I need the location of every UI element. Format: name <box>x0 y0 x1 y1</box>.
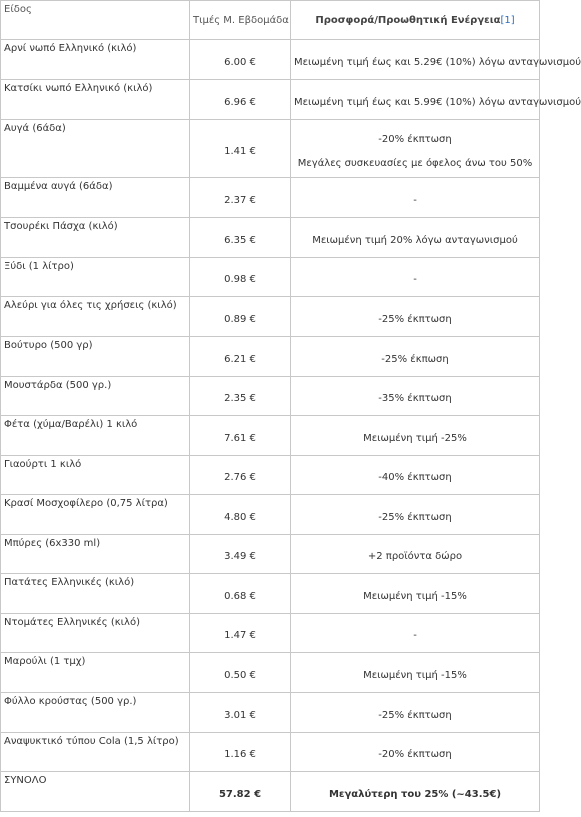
cell-price: 0.98 € <box>190 258 291 297</box>
cell-offer <box>291 733 540 772</box>
table-row <box>1 416 540 456</box>
cell-price: 2.35 € <box>190 377 291 416</box>
cell-offer <box>291 377 540 416</box>
table-row <box>1 495 540 535</box>
cell-item: Κατσίκι νωπό Ελληνικό (κιλό) <box>1 80 190 120</box>
cell-price: 1.41 € <box>190 120 291 178</box>
cell-item: Κρασί Μοσχοφίλερο (0,75 λίτρα) <box>1 495 190 535</box>
cell-offer <box>291 120 540 178</box>
cell-item: Αναψυκτικό τύπου Cola (1,5 λίτρο) <box>1 733 190 772</box>
table-row <box>1 337 540 377</box>
cell-price: 6.00 € <box>190 40 291 80</box>
cell-price: 4.80 € <box>190 495 291 535</box>
cell-item: Βούτυρο (500 γρ) <box>1 337 190 377</box>
cell-price: 6.35 € <box>190 218 291 258</box>
header-row <box>1 1 540 40</box>
total-row <box>1 772 540 812</box>
cell-offer <box>291 574 540 614</box>
cell-price: 0.89 € <box>190 297 291 337</box>
cell-offer <box>291 416 540 456</box>
table-row <box>1 653 540 693</box>
table-row <box>1 574 540 614</box>
cell-offer <box>291 297 540 337</box>
table-row <box>1 258 540 297</box>
header-price: Τιμές Μ. Εβδομάδα <box>190 1 291 40</box>
cell-item: Μπύρες (6x330 ml) <box>1 535 190 574</box>
offer-text: - <box>413 274 417 285</box>
cell-price: 2.76 € <box>190 456 291 495</box>
offer-text: -20% έκπτωση <box>378 749 452 760</box>
table-row <box>1 40 540 80</box>
offer-text-secondary: Μεγάλες συσκευασίες με όφελος άνω του 50% <box>297 157 533 169</box>
cell-offer <box>291 535 540 574</box>
header-offer-label: Προσφορά/Προωθητική Ενέργεια <box>315 15 501 26</box>
cell-price: 3.49 € <box>190 535 291 574</box>
cell-item: Γιαούρτι 1 κιλό <box>1 456 190 495</box>
cell-item: Ξύδι (1 λίτρο) <box>1 258 190 297</box>
cell-item: Πατάτες Ελληνικές (κιλό) <box>1 574 190 614</box>
offer-text: - <box>413 194 417 206</box>
offer-text: -25% έκπτωση <box>378 313 452 325</box>
table-row <box>1 377 540 416</box>
offer-text: -20% έκπτωση <box>378 133 452 145</box>
offer-text: -25% έκπτωση <box>378 709 452 721</box>
cell-offer <box>291 653 540 693</box>
cell-price: 1.47 € <box>190 614 291 653</box>
offer-text: Μειωμένη τιμή 20% λόγω ανταγωνισμού <box>312 234 518 246</box>
offer-text: Μειωμένη τιμή -25% <box>363 432 467 444</box>
offer-text: -25% έκπωση <box>381 353 449 365</box>
cell-offer <box>291 218 540 258</box>
table-row <box>1 120 540 178</box>
cell-offer <box>291 456 540 495</box>
total-price: 57.82 € <box>190 772 291 812</box>
cell-offer <box>291 337 540 377</box>
cell-offer <box>291 495 540 535</box>
cell-offer <box>291 258 540 297</box>
table-row <box>1 733 540 772</box>
cell-price: 6.96 € <box>190 80 291 120</box>
total-label: ΣΥΝΟΛΟ <box>1 772 190 812</box>
offer-text: Μειωμένη τιμή έως και 5.99€ (10%) λόγω ανταγωνισμού <box>294 96 581 108</box>
cell-item: Φύλλο κρούστας (500 γρ.) <box>1 693 190 733</box>
cell-item: Φέτα (χύμα/Βαρέλι) 1 κιλό <box>1 416 190 456</box>
cell-price: 3.01 € <box>190 693 291 733</box>
cell-offer <box>291 40 581 80</box>
offer-text: Μειωμένη τιμή -15% <box>363 590 467 602</box>
table-row <box>1 693 540 733</box>
cell-item: Μαρούλι (1 τμχ) <box>1 653 190 693</box>
cell-offer <box>291 178 540 218</box>
offer-text: +2 προϊόντα δώρο <box>367 551 463 562</box>
cell-item: Μουστάρδα (500 γρ.) <box>1 377 190 416</box>
cell-offer <box>291 693 540 733</box>
offer-text: Μειωμένη τιμή έως και 5.29€ (10%) λόγω ανταγωνισμού <box>294 56 581 68</box>
header-item: Είδος <box>1 1 190 40</box>
cell-item: Αρνί νωπό Ελληνικό (κιλό) <box>1 40 190 80</box>
offer-text: -25% έκπτωση <box>378 511 452 523</box>
offer-text: - <box>413 630 417 641</box>
table-row <box>1 218 540 258</box>
cell-price: 2.37 € <box>190 178 291 218</box>
cell-price: 6.21 € <box>190 337 291 377</box>
cell-price: 7.61 € <box>190 416 291 456</box>
cell-item: Τσουρέκι Πάσχα (κιλό) <box>1 218 190 258</box>
table-row <box>1 297 540 337</box>
cell-price: 0.68 € <box>190 574 291 614</box>
cell-item: Αυγά (6άδα) <box>1 120 190 178</box>
footnote-link[interactable]: [1] <box>500 15 515 26</box>
header-offer <box>291 1 540 40</box>
cell-offer <box>291 80 581 120</box>
table-body <box>1 40 581 812</box>
total-offer: Μεγαλύτερη του 25% (~43.5€) <box>291 772 540 812</box>
table-row <box>1 80 540 120</box>
offer-text: -35% έκπτωση <box>378 393 452 404</box>
table-row <box>1 456 540 495</box>
cell-offer <box>291 614 540 653</box>
cell-item: Βαμμένα αυγά (6άδα) <box>1 178 190 218</box>
table-row <box>1 535 540 574</box>
cell-item: Ντομάτες Ελληνικές (κιλό) <box>1 614 190 653</box>
offer-text: Μειωμένη τιμή -15% <box>363 669 467 681</box>
cell-item: Αλεύρι για όλες τις χρήσεις (κιλό) <box>1 297 190 337</box>
cell-price: 0.50 € <box>190 653 291 693</box>
cell-price: 1.16 € <box>190 733 291 772</box>
offer-text: -40% έκπτωση <box>378 472 452 483</box>
table-row <box>1 178 540 218</box>
table-row <box>1 614 540 653</box>
